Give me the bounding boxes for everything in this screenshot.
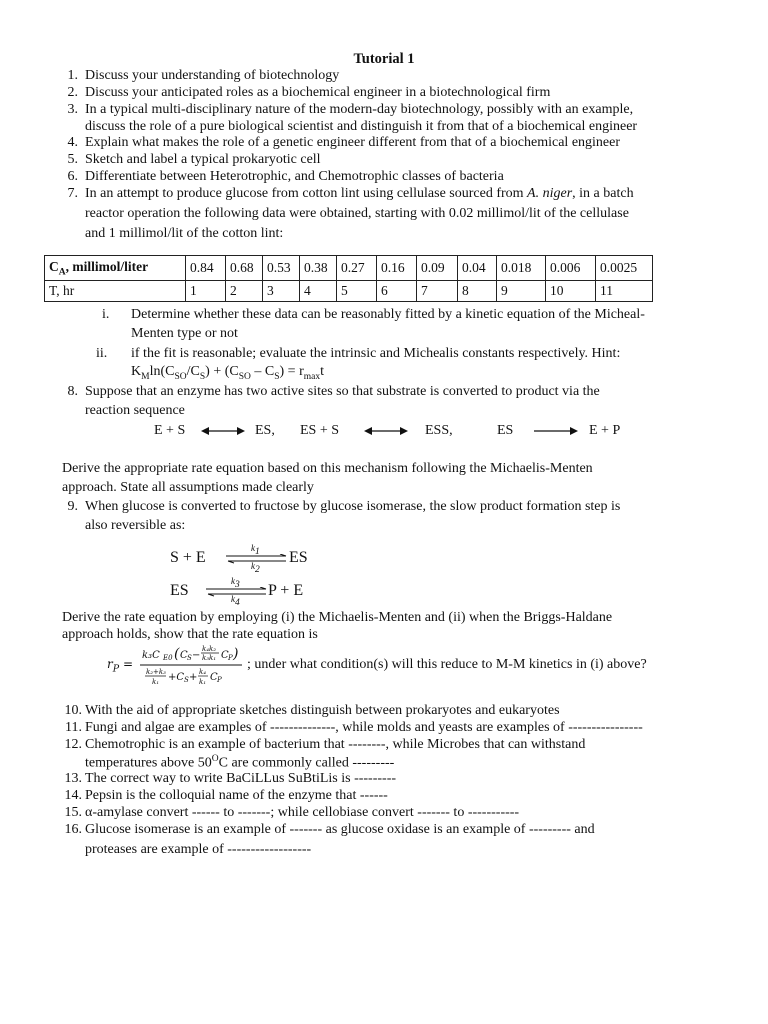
reaction-species: ES [289,549,308,566]
item-number: 11. [65,720,82,735]
table-cell: 0.006 [546,256,596,281]
item-number: 7. [67,186,78,201]
reaction-species: ESS, [425,423,453,438]
subitem-number: i. [102,307,110,322]
item-number: 1. [67,68,78,83]
rate-equation-fraction [138,640,250,690]
svg-text:k₃k₁: k₃k₁ [202,654,217,662]
table-row [45,256,653,281]
question-text: Discuss your understanding of biotechnology [85,68,340,83]
question-text: reactor operation the following data were obtained, starting with 0.02 millimol/lit of the cellulase [85,206,629,221]
svg-text:C: C [221,650,229,661]
reaction-species: S + E [170,549,206,566]
table-cell: 0.0025 [596,256,653,281]
question-text: Derive the rate equation by employing (i) the Michaelis-Menten and (ii) when the Briggs-Haldane [62,610,613,625]
question-text: Suppose that an enzyme has two active sites so that substrate is converted to product via the [85,384,600,399]
svg-text:C: C [210,672,218,683]
svg-text:+: + [189,672,198,683]
question-text: if the fit is reasonable; evaluate the intrinsic and Michealis constants respectively. Hint: [131,346,621,361]
svg-text:P: P [217,676,222,684]
question-text: approach. State all assumptions made clearly [62,480,314,495]
table-cell: 11 [596,281,653,302]
svg-text:k₃C: k₃C [142,650,160,661]
question-text: approach holds, show that the rate equation is [62,627,318,642]
reaction-species: ES + S [300,423,340,438]
item-number: 12. [64,737,82,752]
question-text: proteases are example of ------------------ [85,842,312,857]
item-number: 10. [64,703,82,718]
item-number: 3. [67,102,78,117]
svg-text:−: − [192,650,201,661]
item-number: 13. [64,771,82,786]
question-text: ; under what condition(s) will this reduce to M-M kinetics in (i) above? [247,657,647,672]
question-text: Sketch and label a typical prokaryotic cell [85,152,321,167]
svg-text:C: C [180,650,188,661]
question-text: Discuss your anticipated roles as a biochemical engineer in a biotechnological firm [85,85,551,100]
question-text: reaction sequence [85,403,185,418]
rate-constant-label: $k_4$ [231,594,240,608]
svg-text:k₄k₂: k₄k₂ [202,645,217,653]
reaction-species: E + P [589,423,621,438]
svg-text:S: S [184,676,189,684]
table-cell: 0.84 [186,256,226,281]
double-arrow-icon [364,426,408,436]
table-cell: 9 [497,281,546,302]
question-text: When glucose is converted to fructose by glucose isomerase, the slow product formation step is [85,499,621,514]
svg-text:(: ( [174,646,180,662]
question-text: Chemotrophic is an example of bacterium that --------, while Microbes that can withstand [85,737,586,752]
question-text: In a typical multi-disciplinary nature of the modern-day biotechnology, possibly with an example, [85,102,634,117]
question-text: Determine whether these data can be reasonably fitted by a kinetic equation of the Micheal- [131,307,645,322]
question-text: also reversible as: [85,518,186,533]
svg-text:k₁: k₁ [152,678,160,686]
subitem-number: ii. [96,346,108,361]
item-number: 8. [67,384,78,399]
table-cell: 6 [377,281,417,302]
table-cell: 0.68 [226,256,263,281]
rate-constant-label: $k_3$ [231,576,240,590]
svg-text:E0: E0 [163,654,173,662]
table-cell: 0.27 [337,256,377,281]
rate-constant-label: $k_1$ [251,543,260,557]
reaction-species: P + E [268,582,304,599]
question-text: With the aid of appropriate sketches distinguish between prokaryotes and eukaryotes [85,703,560,718]
item-number: 15. [64,805,82,820]
right-arrow-icon [534,426,578,436]
table-cell: 0.04 [458,256,497,281]
item-number: 2. [67,85,78,100]
question-text: In an attempt to produce glucose from cotton lint using cellulase sourced from A. niger, in a batch [85,186,634,201]
question-text: Differentiate between Heterotrophic, and Chemotrophic classes of bacteria [85,169,504,184]
question-text: α-amylase convert ------ to -------; while cellobiase convert ------- to ----------- [85,805,520,820]
item-number: 5. [67,152,78,167]
svg-text:k₁: k₁ [199,678,207,686]
table-cell: 10 [546,281,596,302]
table-cell: 2 [226,281,263,302]
question-text: Glucose isomerase is an example of ------- as glucose oxidase is an example of --------- and [85,822,595,837]
table-cell: 1 [186,281,226,302]
table-row [45,281,653,302]
svg-text:k₂+k₃: k₂+k₃ [146,668,166,676]
table-cell: 7 [417,281,458,302]
question-text: Fungi and algae are examples of --------------, while molds and yeasts are examples of ---------------- [85,720,643,735]
row-label: $C_A$, millimol/liter [45,256,186,281]
table-cell: 0.16 [377,256,417,281]
svg-text:+C: +C [168,672,185,683]
row-label: T, hr [45,281,186,302]
hint-equation: $K_M\ln(C_{SO}/C_S) + (C_{SO} - C_S) = r_{max}t$ [131,364,324,382]
table-cell: 5 [337,281,377,302]
item-number: 6. [67,169,78,184]
question-text: The correct way to write BaCiLLus SuBtiLis is --------- [85,771,397,786]
reaction-species: E + S [154,423,186,438]
table-cell: 0.018 [497,256,546,281]
question-text: discuss the role of a pure biological scientist and distinguish it from that of a biochemical engineer [85,119,638,134]
table-cell: 0.38 [300,256,337,281]
question-text: Explain what makes the role of a genetic engineer different from that of a biochemical engineer [85,135,621,150]
question-text: temperatures above $50^OC$ are commonly called --------- [85,754,395,771]
table-cell: 0.09 [417,256,458,281]
reaction-species: ES [170,582,189,599]
item-number: 9. [67,499,78,514]
table-cell: 0.53 [263,256,300,281]
double-arrow-icon [201,426,245,436]
data-table [44,255,653,302]
table-cell: 3 [263,281,300,302]
item-number: 14. [64,788,82,803]
question-text: and 1 millimol/lit of the cotton lint: [85,226,284,241]
item-number: 16. [64,822,82,837]
page-title: Tutorial 1 [353,51,415,67]
svg-text:k₄: k₄ [199,668,207,676]
question-text: Pepsin is the colloquial name of the enzyme that ------ [85,788,388,803]
table-cell: 8 [458,281,497,302]
svg-text:S: S [187,654,192,662]
item-number: 4. [67,135,78,150]
question-text: Derive the appropriate rate equation based on this mechanism following the Michaelis-Menten [62,461,593,476]
svg-text:): ) [233,646,239,662]
rate-constant-label: $k_2$ [251,561,260,575]
table-cell: 4 [300,281,337,302]
rate-symbol: $r_P$ = [107,657,134,675]
reaction-species: ES [497,423,514,438]
svg-text:P: P [228,654,233,662]
question-text: Menten type or not [131,326,238,341]
reaction-species: ES, [255,423,275,438]
